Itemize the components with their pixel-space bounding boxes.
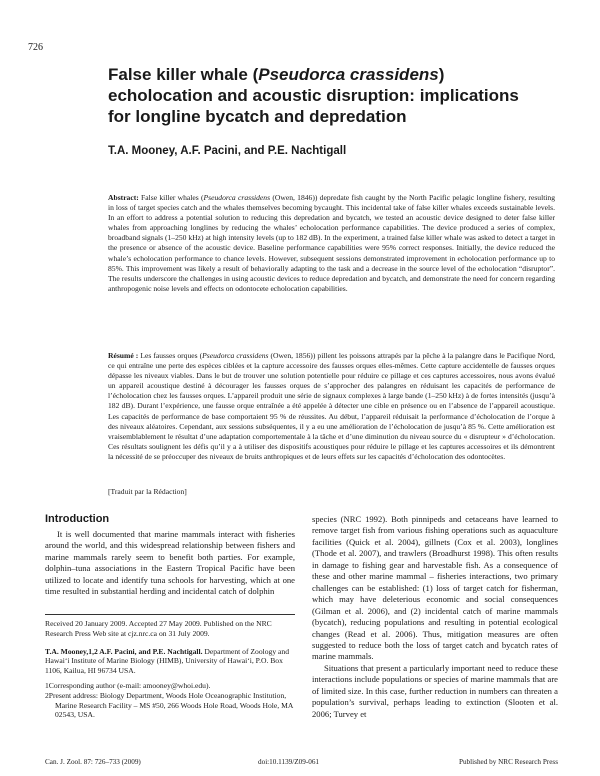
title-part-2: ) echolocation and acoustic disruption: implications for longline bycatch and depredation [108, 65, 519, 126]
article-title [108, 64, 538, 127]
abstract-species: Pseudorca crassidens [203, 193, 271, 202]
resume [108, 351, 555, 462]
footer-doi: doi:10.1139/Z09-061 [258, 758, 320, 766]
author-affiliation [45, 647, 295, 676]
intro-paragraph: It is well documented that marine mammals interact with fisheries around the world, and this widespread relationship between fishers and marine mammals rarely seem to benefit both parties. For example, dolphin–tuna associations in the Eastern Tropical Pacific have been utilized to locate and identify tuna schools for harvesting, which at one time resulted in substantial herding and incidental catch of dolphin [45, 529, 295, 597]
affiliation-text: Department of Zoology and Hawai‘i Institute of Marine Biology (HIMB), University of Hawai‘i, P.O. Box 1106, Kailua, HI 96734 USA. [45, 646, 289, 676]
footer-journal: Can. J. Zool. 87: 726–733 (2009) [45, 758, 141, 766]
right-column [312, 514, 558, 720]
right-paragraph-1: species (NRC 1992). Both pinnipeds and cetaceans have learned to remove target fish from various fishing operations such as aquaculture facilities (Quick et al. 2004), gillnets (Cox et al. 2003), longlines (Thode et al. 2007), and trawlers (Broadhurst 1998). This often results in damage to fishing gear and harvestable fish. As a consequence of these and other marine mammal – fisheries interactions, two primary challenges can be established: (1) loss of target catch for fisherman, which may have deleterious economic and social consequences (Gilman et al. 2006), and (2) incidental catch of marine mammals (bycatch), reducing populations and resulting in potential ecological changes (Read et al. 2006). Thus, mitigation measures are often suggested to reduce both the loss of target catch and bycatch rates of marine mammals. [312, 514, 558, 662]
affiliation-authors: T.A. Mooney,1,2 A.F. Pacini, and P.E. Nachtigall. [45, 646, 203, 656]
abstract-body: (Owen, 1846)) depredate fish caught by the North Pacific pelagic longline fishery, resulting in loss of target species catch and the whales themselves becoming bycaught. This incidental take of false killer whales exceeds sustainable levels. In an effort to address a potential solution to reducing this depredation and bycatch, we tested an acoustic device designed to deter false killer whales from approaching longlines by reducing the whales’ echolocation performance capabilities. The device produced a series of complex, broadband signals (1–250 kHz) at high intensity levels (up to 182 dB). In the experiment, a trained false killer whale was asked to detect a target in the presence or absence of the acoustic device. Baseline performance capabilities were 95% correct responses. Initially, the device reduced the whale’s echolocation performance to chance levels. However, subsequent sessions demonstrated improvement in echolocation performance up to 85%. This improvement was likely a result of behaviorally adapting to the task and a decrease in the source level of the echolocation “disruptor”. The results underscore the challenges in using acoustic devices to reduce depredation and bycatch, and demonstrate the need for concern regarding anthropogenic noise levels and effects on odontocete echolocation capabilities. [108, 193, 556, 293]
left-column [45, 529, 295, 598]
received-dates: Received 20 January 2009. Accepted 27 May 2009. Published on the NRC Research Press Web site at cjz.nrc.ca on 31 July 2009. [45, 619, 272, 638]
resume-body: (Owen, 1856)) pillent les poissons attrapés par la pêche à la palangre dans le Pacifique Nord, ce qui entraîne une perte des espèces ciblées et la capture accessoire des fausses orques elles-mêmes. Cette capture accidentelle de fausses orques dépasse les niveaux viables. Dans le but de trouver une solution potentielle pour réduire ce pillage et ces captures accessoires, nous avons évalué un appareil acoustique destiné à décourager les fausses orques de s’approcher des palangres en réduisant les capacités de performance de l’écholocation chez les fausses orques. L’appareil produit une série de signaux complexes à large bande (1–250 kHz) à de fortes intensités (jusqu’à 182 dB). Durant l’expérience, une fausse orque entraînée a été appelée à détecter une cible en présence ou en l’absence de l’appareil acoustique. Les capacités de performance de base comportaient 95 % de réussites. Au début, l’appareil réduisait la performance d’écholocation de l’orque à des niveaux aléatoires. Cependant, aux sessions subséquentes, il y a eu une amélioration de l’écholocation de jusqu’à 85 %. Cette amélioration est vraisemblablement le résultat d’une adaptation comportementale à la tâche et d’une diminution du niveau source du « disrupteur » d’écholocation. Ces résultats soulignent les défis qu’il y a à utiliser des dispositifs acoustiques pour réduire le pillage et les captures accessoires et ils démontrent la nécessité de se préoccuper des niveaux de bruits anthropiques et de leurs effets sur les capacités d’écholocation des odontocètes. [108, 351, 556, 461]
author-list: T.A. Mooney, A.F. Pacini, and P.E. Nachtigall [108, 145, 347, 157]
abstract [108, 193, 555, 294]
resume-species: Pseudorca crassidens [202, 351, 269, 360]
title-species: Pseudorca crassidens [258, 65, 439, 84]
article-title-block [108, 64, 538, 127]
present-address-note: 2Present address: Biology Department, Woods Hole Oceanographic Institution, Marine Research Facility – MS #50, 266 Woods Hole Road, Woods Hole, MA 02543, USA. [45, 690, 293, 720]
footer-publisher: Published by NRC Research Press [458, 758, 558, 766]
article-info-box [45, 614, 295, 763]
resume-pre: Les fausses orques ( [138, 351, 203, 360]
translation-note: [Traduit par la Rédaction] [108, 487, 187, 496]
right-paragraph-2: Situations that present a particularly important need to reduce these interactions include populations or species of marine mammals that are of limited size. In this case, further reduction in numbers can threaten a population’s survival, perhaps leading to extinction (Slooten et al. 2006; Turvey et [312, 662, 558, 719]
resume-label: Résumé : [108, 351, 139, 360]
page-number: 726 [28, 42, 43, 53]
title-part-1: False killer whale ( [108, 65, 259, 84]
abstract-pre: False killer whales ( [138, 193, 204, 202]
corresponding-author-note: 1Corresponding author (e-mail: amooney@whoi.edu). [45, 680, 211, 690]
abstract-label: Abstract: [108, 193, 139, 202]
introduction-heading: Introduction [45, 513, 110, 525]
